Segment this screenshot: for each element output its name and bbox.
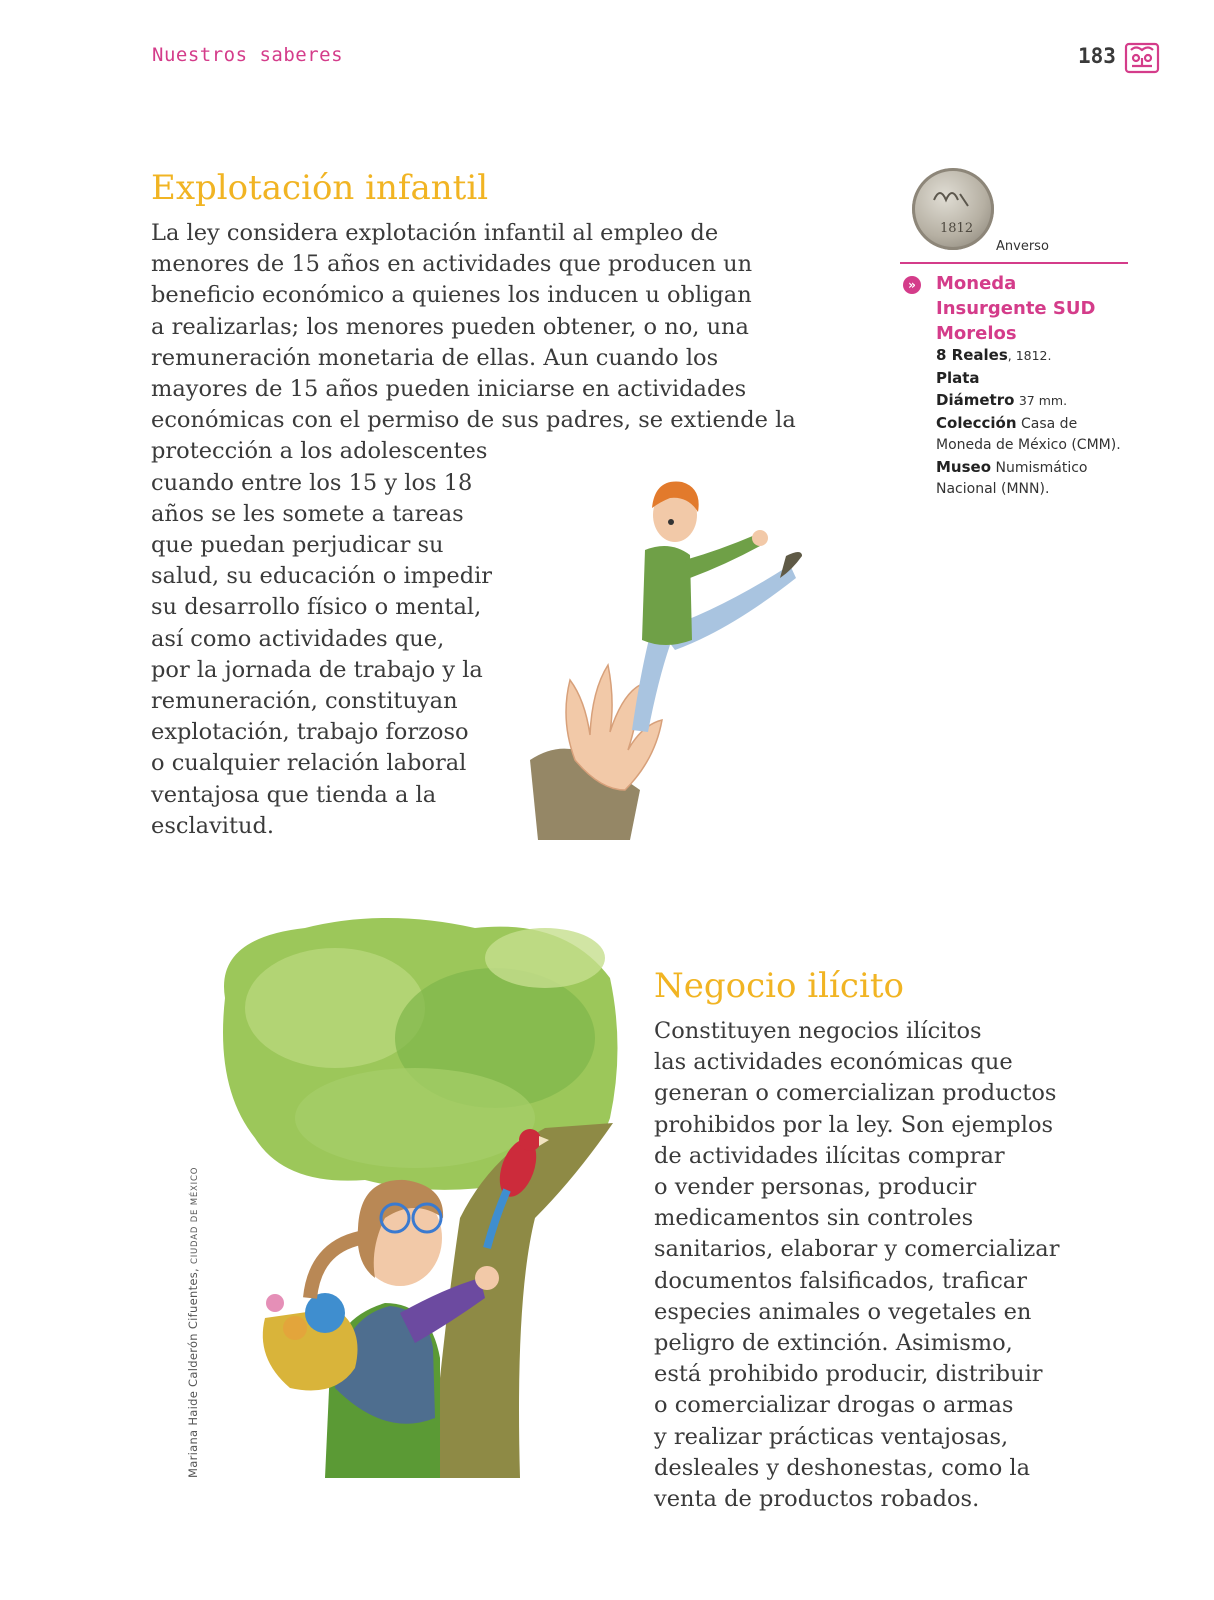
coin-details — [936, 345, 1136, 501]
coin-name-line: Moneda — [936, 273, 1017, 294]
text-line: remuneración, constituyan — [151, 688, 458, 715]
text-line: Constituyen negocios ilícitos — [654, 1018, 982, 1044]
boy-hand-illustration — [530, 470, 820, 850]
coin-image — [912, 168, 994, 250]
text-line: prohibidos por la ley. Son ejemplos — [654, 1111, 1054, 1138]
coin-collection-label: Colección — [936, 413, 1017, 432]
text-line: generan o comercializan productos — [654, 1080, 1057, 1107]
text-line: mayores de 15 años pueden iniciarse en actividades — [151, 376, 747, 403]
coin-value-label: 8 Reales — [936, 346, 1008, 364]
text-line: así como actividades que, — [151, 625, 445, 652]
article-body-negocio — [654, 1016, 1059, 1515]
girl-tree-illustration — [215, 918, 625, 1498]
coin-collection-value: Casa de — [1021, 415, 1078, 432]
coin-diameter-value: 37 mm. — [1018, 393, 1068, 408]
text-line: salud, su educación o impedir — [151, 563, 493, 590]
text-line: años se les somete a tareas — [151, 500, 464, 527]
text-line: o comercializar drogas o armas — [654, 1392, 1014, 1419]
text-line: o cualquier relación laboral — [151, 750, 467, 777]
text-line: cuando entre los 15 y los 18 — [151, 469, 473, 496]
coin-material — [936, 368, 1136, 391]
text-line: ventajosa que tienda a la — [151, 781, 437, 808]
text-line: y realizar prácticas ventajosas, — [654, 1423, 1009, 1450]
coin-name-line: Insurgente SUD — [936, 298, 1096, 319]
text-line: de actividades ilícitas comprar — [654, 1142, 1005, 1169]
coin-value — [936, 345, 1136, 368]
credit-city: CIUDAD DE MÉXICO — [190, 1166, 200, 1265]
article-title-negocio: Negocio ilícito — [654, 966, 904, 1006]
chevron-right-icon: » — [903, 276, 921, 294]
text-line: menores de 15 años en actividades que producen un — [151, 251, 753, 278]
text-line: económicas con el permiso de sus padres, se extiende la — [151, 407, 796, 434]
text-line: esclavitud. — [151, 812, 275, 839]
text-line: su desarrollo físico o mental, — [151, 594, 482, 621]
coin-museum — [936, 457, 1136, 480]
text-line: sanitarios, elaborar y comercializar — [654, 1236, 1060, 1263]
text-line: peligro de extinción. Asimismo, — [654, 1330, 1013, 1357]
text-line: o vender personas, producir — [654, 1174, 977, 1201]
text-line: por la jornada de trabajo y la — [151, 656, 483, 683]
coin-engraving — [912, 168, 994, 250]
coin-collection-cont: Moneda de México (CMM). — [936, 437, 1121, 453]
text-line: beneficio económico a quienes los inducen u obligan — [151, 282, 752, 309]
coin-collection — [936, 413, 1136, 436]
text-line: explotación, trabajo forzoso — [151, 719, 469, 746]
text-line: desleales y deshonestas, como la — [654, 1454, 1031, 1481]
text-line: venta de productos robados. — [654, 1486, 980, 1513]
coin-diameter — [936, 390, 1136, 413]
text-line: remuneración monetaria de ellas. Aun cuando los — [151, 344, 719, 371]
coin-name — [936, 271, 1126, 346]
divider — [900, 262, 1128, 264]
text-line: a realizarlas; los menores pueden obtener, o no, una — [151, 313, 749, 340]
coin-diameter-label: Diámetro — [936, 391, 1015, 409]
page-number: 183 — [1078, 44, 1116, 68]
coin-caption: Anverso — [996, 239, 1049, 254]
text-line: está prohibido producir, distribuir — [654, 1361, 1043, 1388]
coin-value-year: , 1812. — [1007, 348, 1052, 363]
article-title-explotacion: Explotación infantil — [151, 168, 489, 208]
illustration-credit — [186, 1167, 200, 1478]
text-line: medicamentos sin controles — [654, 1205, 974, 1232]
text-line: que puedan perjudicar su — [151, 532, 444, 559]
coin-year-text: 1812 — [940, 221, 974, 236]
section-header: Nuestros saberes — [152, 44, 344, 66]
coin-museum-cont: Nacional (MNN). — [936, 481, 1050, 497]
coin-museum-label: Museo — [936, 457, 992, 476]
text-line: especies animales o vegetales en — [654, 1298, 1032, 1325]
text-line: protección a los adolescentes — [151, 438, 488, 465]
text-line: documentos falsificados, traficar — [654, 1267, 1027, 1294]
text-line: las actividades económicas que — [654, 1049, 1013, 1076]
credit-author: Mariana Haide Calderón Cifuentes, — [186, 1267, 200, 1478]
coin-name-line: Morelos — [936, 323, 1017, 344]
coin-museum-value: Numismático — [995, 459, 1088, 476]
decorative-glyph-icon — [1122, 38, 1162, 78]
text-line: La ley considera explotación infantil al empleo de — [151, 220, 719, 246]
coin-material-label: Plata — [936, 368, 980, 387]
